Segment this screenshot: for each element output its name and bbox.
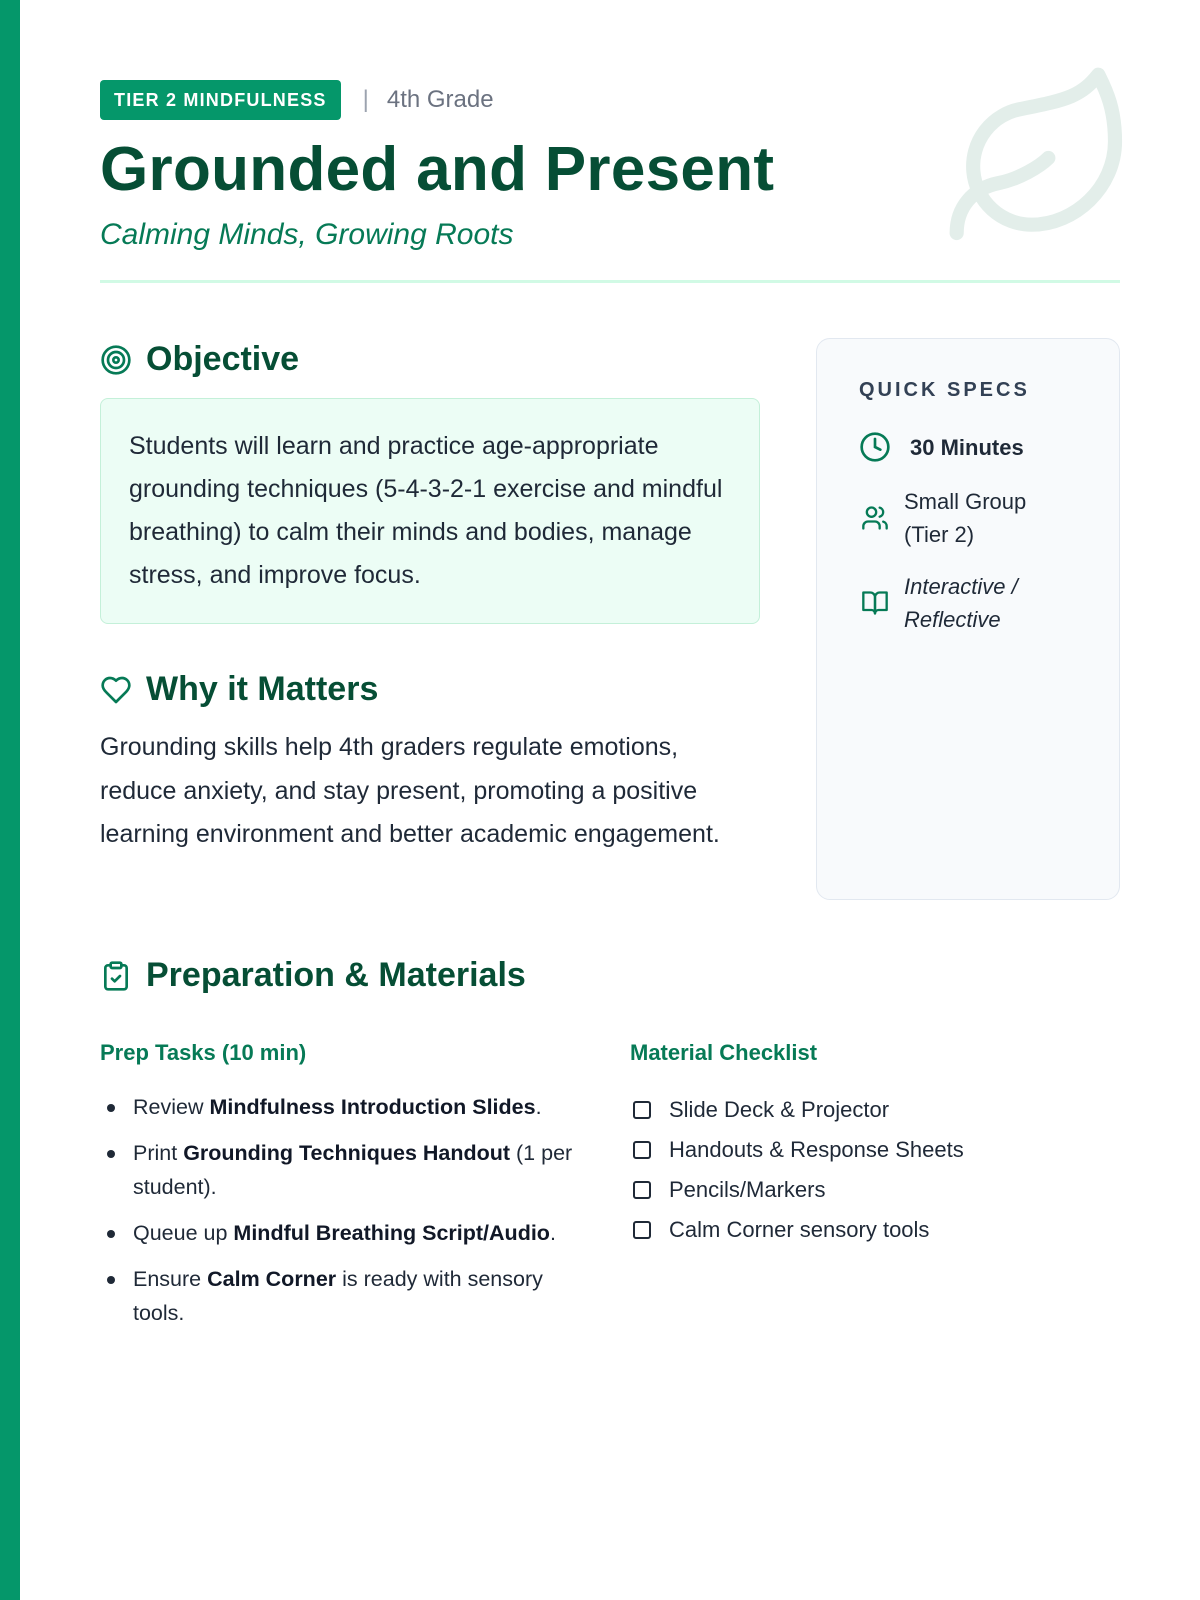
quick-specs-label: QUICK SPECS [859, 379, 1030, 401]
task-bold: Mindful Breathing Script/Audio [233, 1221, 550, 1245]
prep-heading-text: Preparation & Materials [146, 956, 526, 994]
task-text: (1 per student). [133, 1141, 573, 1199]
spec-format-text [904, 570, 1018, 636]
heart-icon [100, 674, 132, 706]
leaf-icon [940, 58, 1140, 258]
grade-label: 4th Grade [386, 86, 494, 113]
prep-tasks-list [100, 1090, 600, 1342]
task-text: is ready with sensory tools. [133, 1267, 543, 1325]
checkbox[interactable] [633, 1181, 651, 1199]
task-bold: Grounding Techniques Handout [183, 1141, 511, 1165]
lesson-page [100, 0, 1120, 1600]
objective-heading [100, 340, 299, 379]
checklist-item[interactable] [630, 1090, 964, 1130]
checkbox[interactable] [633, 1141, 651, 1159]
list-item [100, 1262, 600, 1330]
spec-format [858, 570, 1018, 636]
checklist-item[interactable] [630, 1210, 964, 1250]
spec-format-line2: Reflective [904, 607, 1001, 632]
material-checklist [630, 1090, 964, 1250]
checklist-item-label: Slide Deck & Projector [669, 1097, 890, 1122]
checklist-item[interactable] [630, 1170, 964, 1210]
why-text: Grounding skills help 4th graders regulate emotions, reduce anxiety, and stay present, promoting a positive learning environment and better academic engagement. [100, 733, 720, 848]
task-text: Ensure [133, 1267, 208, 1291]
list-item [100, 1136, 600, 1204]
task-text: Print [133, 1141, 184, 1165]
material-checklist-heading: Material Checklist [630, 1040, 818, 1065]
users-icon [858, 501, 892, 535]
tier-badge: TIER 2 MINDFULNESS [100, 80, 341, 120]
why-heading-text: Why it Matters [146, 670, 379, 708]
task-bold: Mindfulness Introduction Slides [209, 1095, 536, 1119]
clock-icon [858, 430, 892, 464]
header-separator: | [362, 86, 369, 113]
spec-group-text [904, 485, 1026, 551]
page-title: Grounded and Present [100, 135, 775, 204]
task-bold: Calm Corner [207, 1267, 337, 1291]
task-text: . [549, 1221, 556, 1245]
prep-tasks-heading: Prep Tasks (10 min) [100, 1040, 307, 1065]
spec-duration [858, 430, 1024, 464]
list-item [100, 1090, 600, 1124]
objective-box: Students will learn and practice age-appropriate grounding techniques (5-4-3-2-1 exercise and mindful breathing) to calm their minds and bodies, manage stress, and improve focus. [100, 398, 760, 624]
prep-heading [100, 956, 526, 995]
checkbox[interactable] [633, 1221, 651, 1239]
page-subtitle: Calming Minds, Growing Roots [100, 218, 514, 251]
checklist-item-label: Handouts & Response Sheets [669, 1137, 964, 1162]
clipboard-check-icon [100, 960, 132, 992]
why-heading [100, 670, 378, 709]
checklist-item-label: Pencils/Markers [669, 1177, 826, 1202]
checklist-item[interactable] [630, 1130, 964, 1170]
target-icon [100, 344, 132, 376]
spec-group-line1: Small Group [904, 489, 1027, 514]
checklist-item-label: Calm Corner sensory tools [669, 1217, 930, 1242]
checkbox[interactable] [633, 1101, 651, 1119]
spec-group-line2: (Tier 2) [904, 522, 975, 547]
spec-group [858, 485, 1026, 551]
objective-heading-text: Objective [146, 340, 300, 378]
task-text: . [535, 1095, 542, 1119]
task-text: Queue up [133, 1221, 234, 1245]
task-text: Review [133, 1095, 210, 1119]
list-item [100, 1216, 600, 1250]
spec-duration-text: 30 Minutes [910, 434, 1024, 460]
header-divider [100, 280, 1120, 283]
accent-side-bar [0, 0, 20, 1600]
book-open-icon [858, 586, 892, 620]
spec-format-line1: Interactive / [904, 574, 1018, 599]
